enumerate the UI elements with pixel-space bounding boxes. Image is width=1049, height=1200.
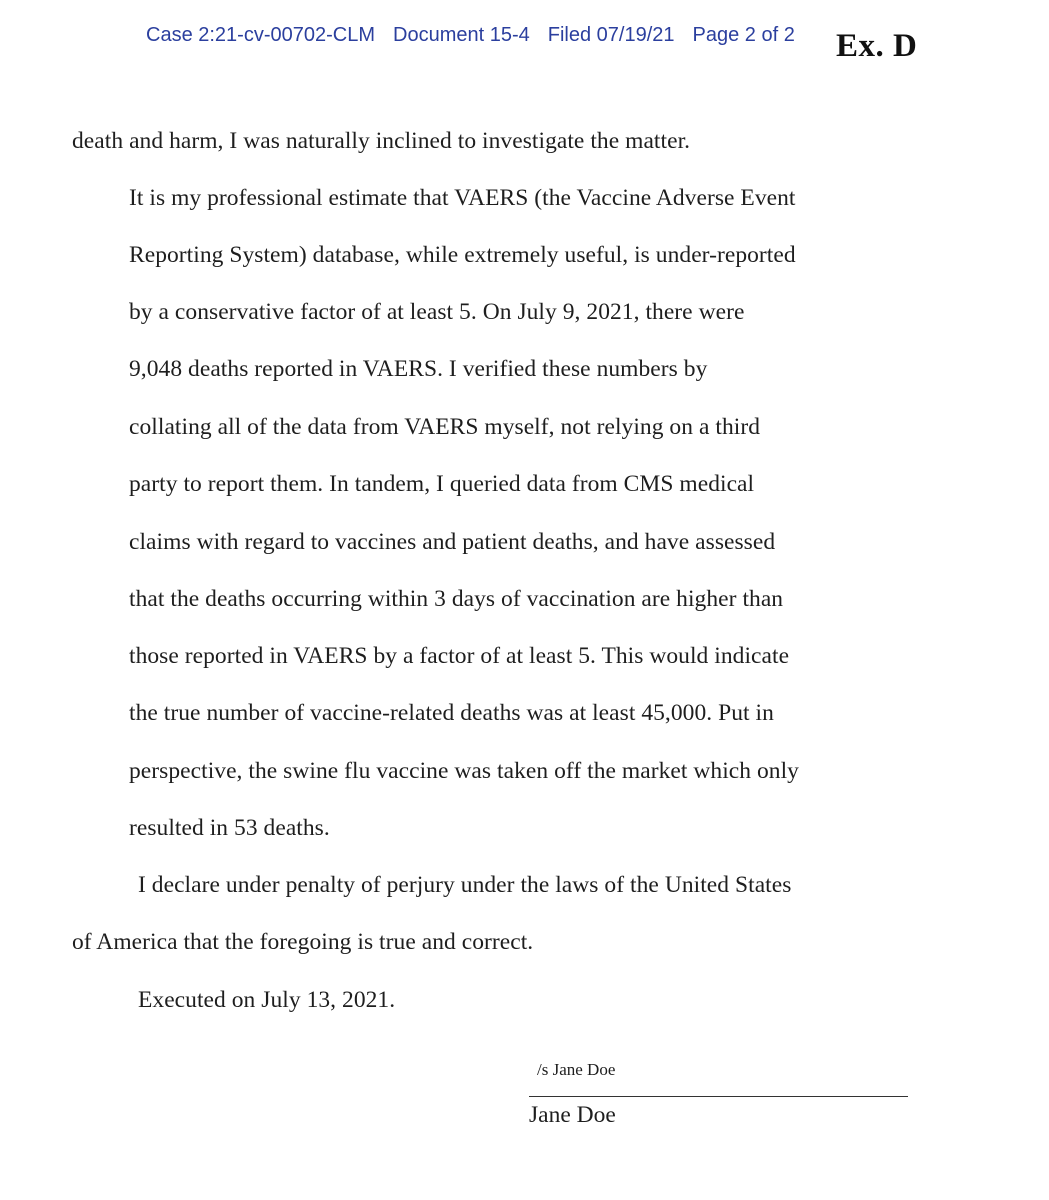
exhibit-label: Ex. D: [836, 28, 918, 64]
signer-name: Jane Doe: [529, 1102, 616, 1128]
body-line: It is my professional estimate that VAERS (the Vaccine Adverse Event: [129, 185, 796, 211]
signature-line: [529, 1096, 908, 1097]
body-line: party to report them. In tandem, I queried data from CMS medical: [129, 471, 755, 497]
body-line: I declare under penalty of perjury under the laws of the United States: [138, 872, 792, 898]
execution-date-line: Executed on July 13, 2021.: [138, 987, 396, 1013]
body-line: that the deaths occurring within 3 days of vaccination are higher than: [129, 586, 784, 612]
body-line: death and harm, I was naturally inclined to investigate the matter.: [72, 128, 691, 154]
document-number: Document 15-4: [393, 24, 530, 46]
page-number: Page 2 of 2: [692, 24, 795, 46]
body-line: collating all of the data from VAERS myself, not relying on a third: [129, 414, 760, 440]
body-line: claims with regard to vaccines and patient deaths, and have assessed: [129, 529, 776, 555]
case-number: Case 2:21-cv-00702-CLM: [146, 24, 375, 46]
body-line: those reported in VAERS by a factor of at least 5. This would indicate: [129, 643, 790, 669]
body-line: 9,048 deaths reported in VAERS. I verified these numbers by: [129, 356, 708, 382]
body-line: perspective, the swine flu vaccine was taken off the market which only: [129, 758, 799, 784]
body-line: the true number of vaccine-related deaths was at least 45,000. Put in: [129, 700, 774, 726]
filed-date: Filed 07/19/21: [547, 24, 675, 46]
body-line: Reporting System) database, while extremely useful, is under-reported: [129, 242, 796, 268]
body-line: resulted in 53 deaths.: [129, 815, 330, 841]
electronic-signature: /s Jane Doe: [537, 1060, 616, 1079]
body-line: of America that the foregoing is true and correct.: [72, 929, 534, 955]
body-line: by a conservative factor of at least 5. On July 9, 2021, there were: [129, 299, 745, 325]
case-header: [146, 24, 795, 47]
